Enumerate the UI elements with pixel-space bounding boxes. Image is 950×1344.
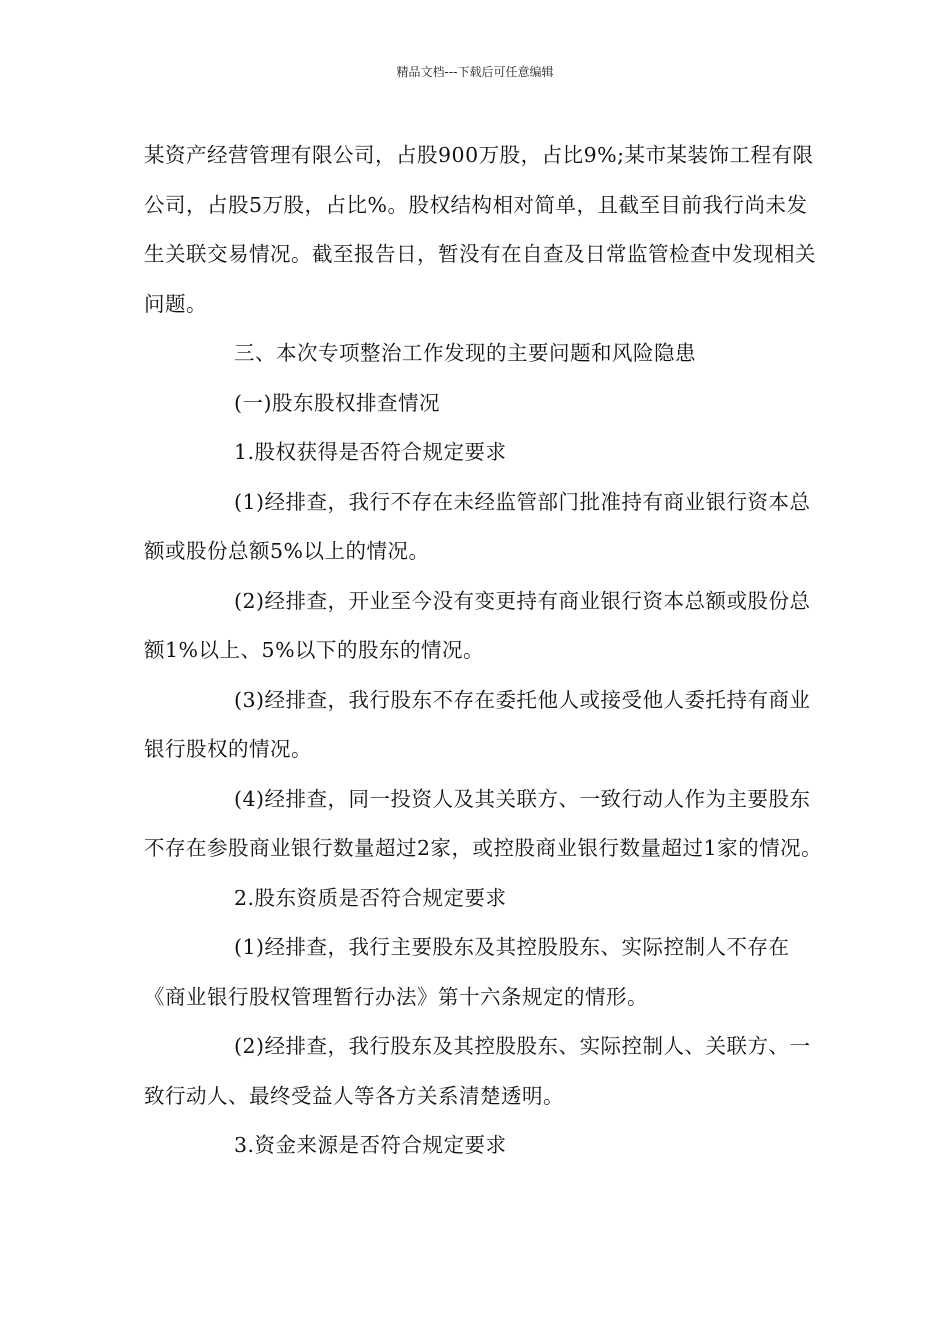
- document-body: [144, 131, 824, 1171]
- subsection-heading-equity-review: (一)股东股权排查情况: [234, 390, 440, 415]
- paragraph-shareholder-structure: 某资产经营管理有限公司，占股900万股，占比9%;某市某装饰工程有限公司，占股5万股，占比%。股权结构相对简单，且截至目前我行尚未发生关联交易情况。截至报告日，暂没有在自查及日常监管检查中发现相关问题。: [144, 143, 816, 316]
- paragraph-check-1-1: (1)经排查，我行不存在未经监管部门批准持有商业银行资本总额或股份总额5%以上的情况。: [144, 489, 811, 563]
- item-heading-funding-source: 3.资金来源是否符合规定要求: [234, 1133, 507, 1157]
- item-heading-shareholder-qualification: 2.股东资质是否符合规定要求: [234, 885, 507, 910]
- paragraph-check-1-3: (3)经排查，我行股东不存在委托他人或接受他人委托持有商业银行股权的情况。: [144, 687, 811, 761]
- paragraph-check-2-1: (1)经排查，我行主要股东及其控股股东、实际控制人不存在《商业银行股权管理暂行办法》第十六条规定的情形。: [144, 935, 790, 1009]
- section-heading-main-issues: 三、本次专项整治工作发现的主要问题和风险隐患: [234, 341, 696, 365]
- item-heading-equity-acquisition: 1.股权获得是否符合规定要求: [234, 440, 507, 464]
- paragraph-check-2-2: (2)经排查，我行股东及其控股股东、实际控制人、关联方、一致行动人、最终受益人等各方关系清楚透明。: [144, 1034, 811, 1108]
- page-header: 精品文档---下载后可任意编辑: [396, 65, 554, 79]
- paragraph-check-1-4: (4)经排查，同一投资人及其关联方、一致行动人作为主要股东不存在参股商业银行数量超过2家，或控股商业银行数量超过1家的情况。: [144, 786, 823, 860]
- paragraph-check-1-2: (2)经排查，开业至今没有变更持有商业银行资本总额或股份总额1%以上、5%以下的股东的情况。: [144, 588, 811, 662]
